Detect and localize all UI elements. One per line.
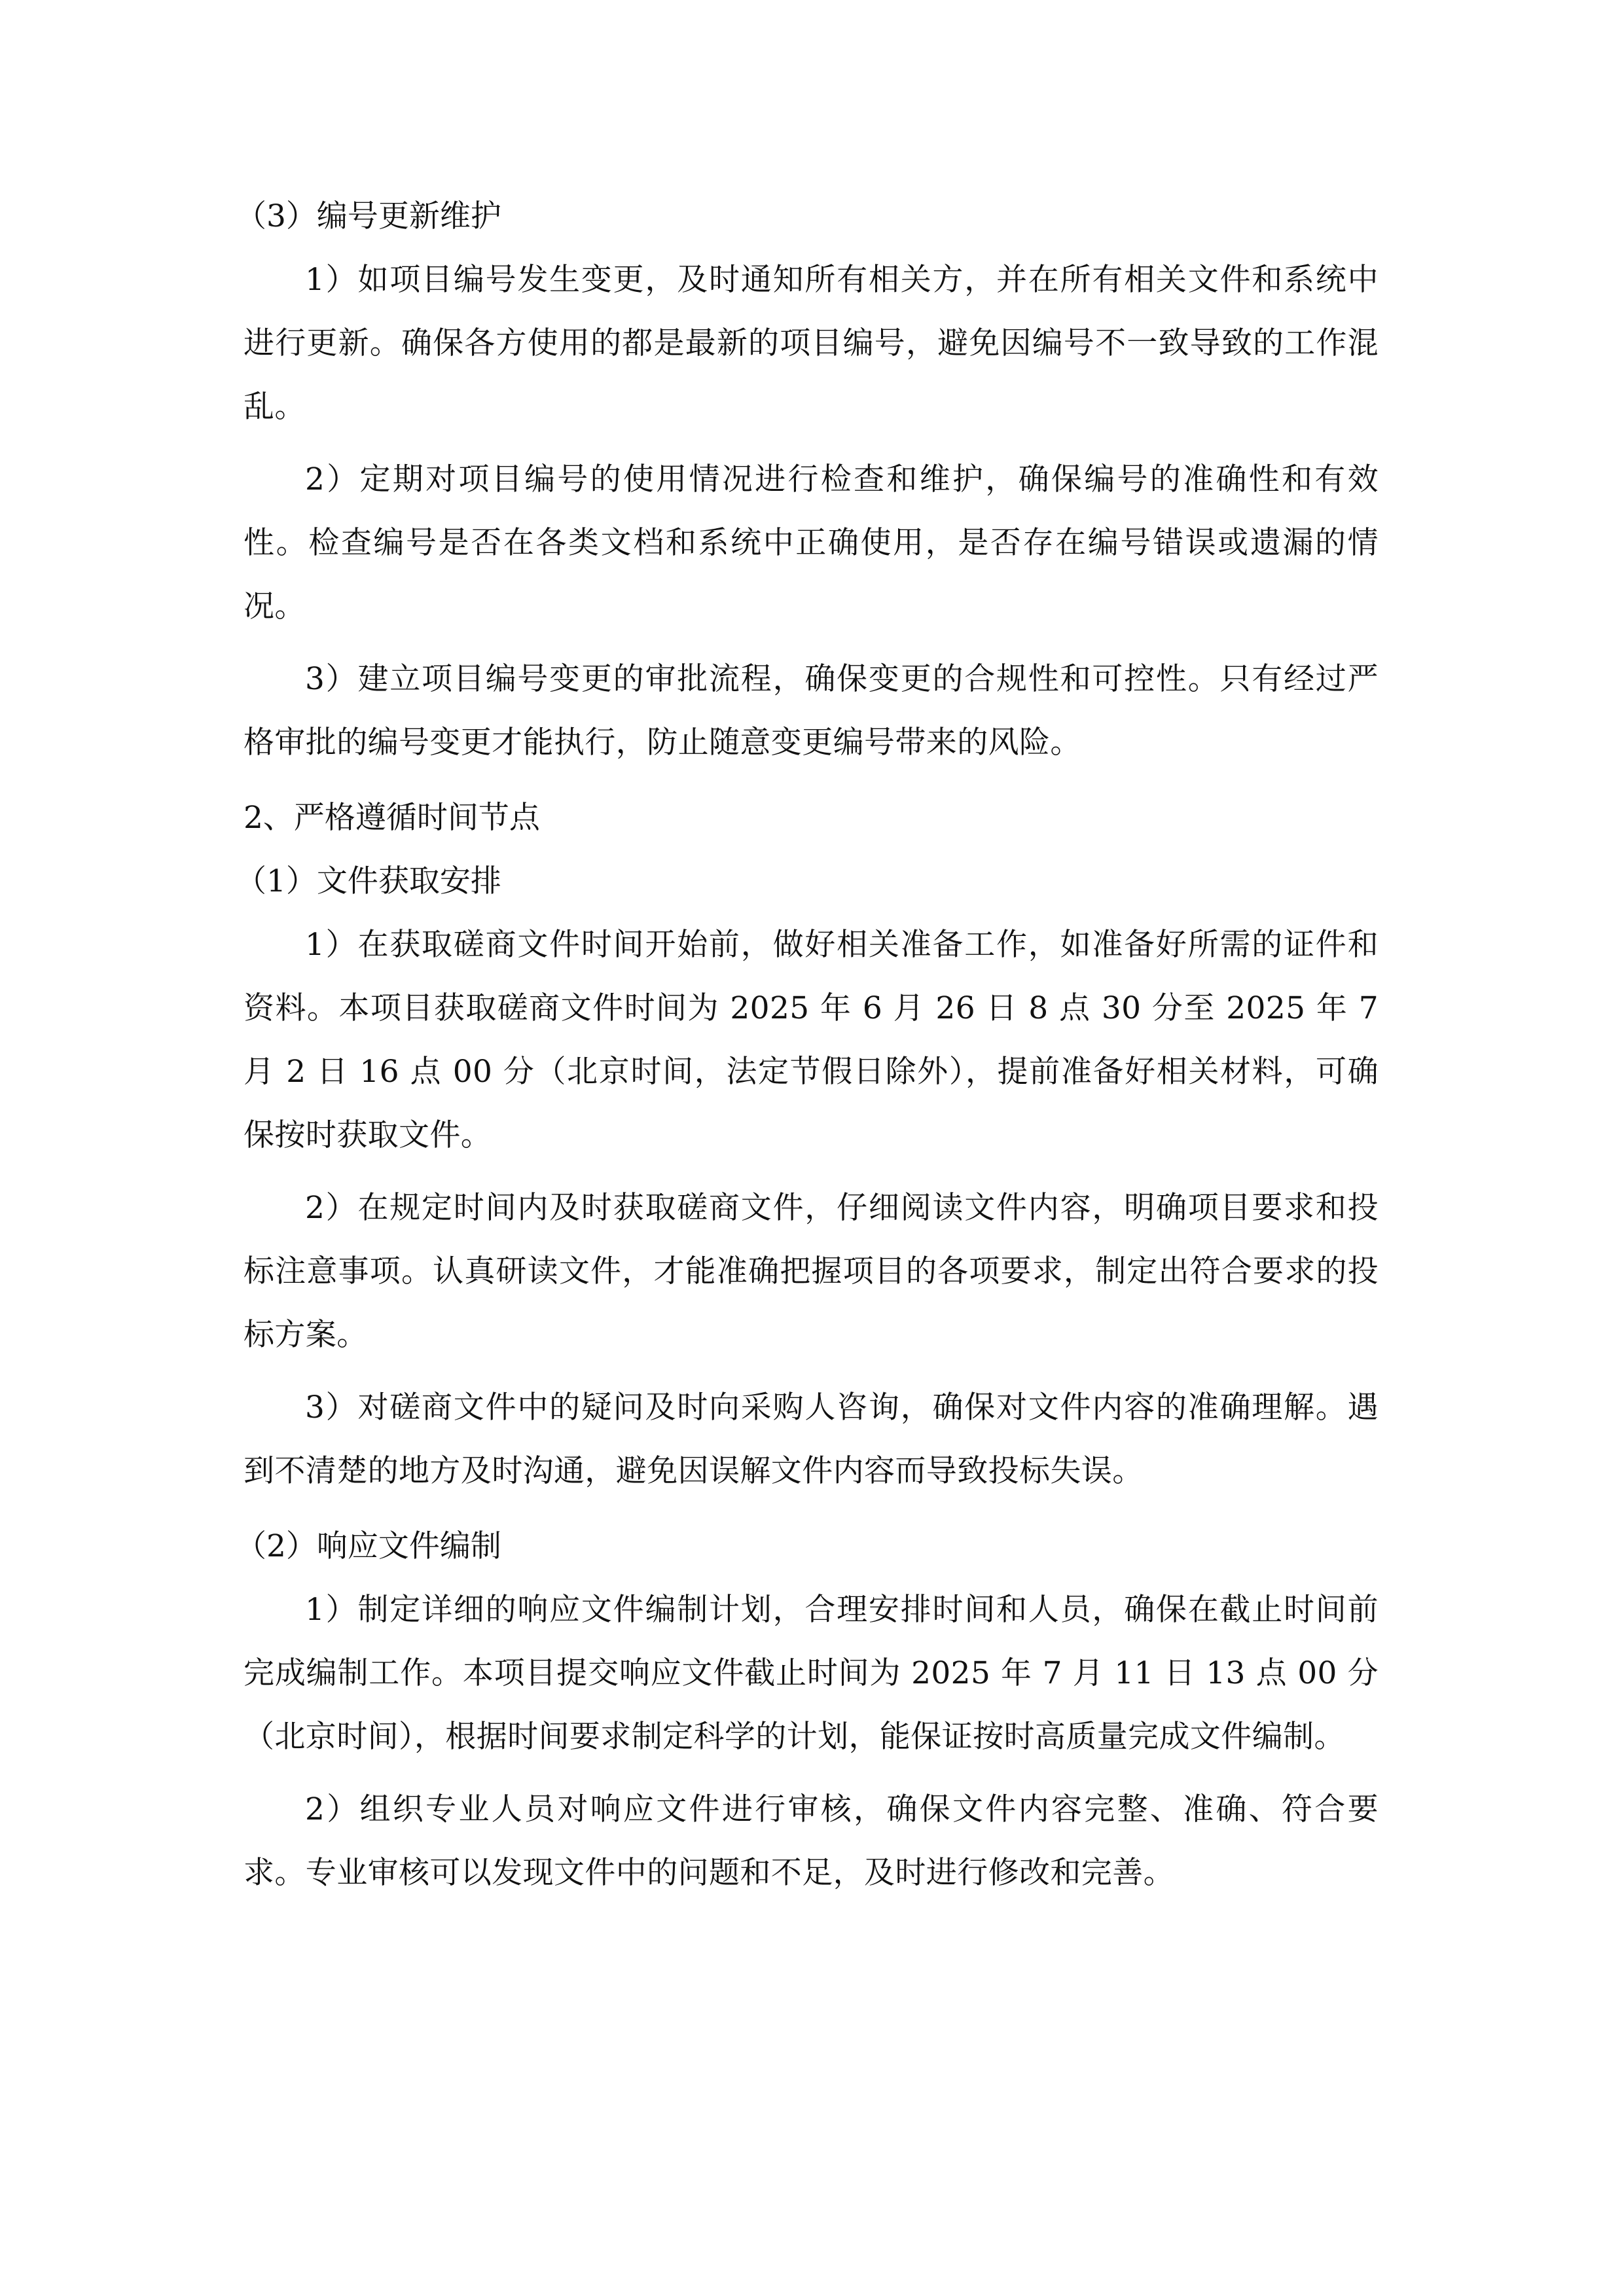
paragraph: 1）制定详细的响应文件编制计划，合理安排时间和人员，确保在截止时间前完成编制工作。本项目提交响应文件截止时间为 2025 年 7 月 11 日 13 点 00 分（北京时间），根据时间要求制定科学的计划，能保证按时高质量完成文件编制。 <box>244 1592 1379 1755</box>
section-heading-number-maintenance: （3）编号更新维护 <box>236 198 501 234</box>
paragraph: 2）组织专业人员对响应文件进行审核，确保文件内容完整、准确、符合要求。专业审核可以发现文件中的问题和不足，及时进行修改和完善。 <box>244 1791 1379 1891</box>
paragraph: 3）建立项目编号变更的审批流程，确保变更的合规性和可控性。只有经过严格审批的编号变更才能执行，防止随意变更编号带来的风险。 <box>244 661 1379 761</box>
paragraph: 1）如项目编号发生变更，及时通知所有相关方，并在所有相关文件和系统中进行更新。确保各方使用的都是最新的项目编号，避免因编号不一致导致的工作混乱。 <box>244 262 1379 425</box>
paragraph: 3）对磋商文件中的疑问及时向采购人咨询，确保对文件内容的准确理解。遇到不清楚的地方及时沟通，避免因误解文件内容而导致投标失误。 <box>244 1390 1379 1489</box>
chapter-heading-time-nodes: 2、严格遵循时间节点 <box>244 800 540 836</box>
section-heading-response-preparation: （2）响应文件编制 <box>236 1528 501 1564</box>
document-page <box>236 185 1379 1914</box>
paragraph: 2）在规定时间内及时获取磋商文件，仔细阅读文件内容，明确项目要求和投标注意事项。认真研读文件，才能准确把握项目的各项要求，制定出符合要求的投标方案。 <box>244 1190 1379 1353</box>
section-heading-file-acquisition: （1）文件获取安排 <box>236 863 501 899</box>
paragraph: 1）在获取磋商文件时间开始前，做好相关准备工作，如准备好所需的证件和资料。本项目获取磋商文件时间为 2025 年 6 月 26 日 8 点 30 分至 2025 年 7 月 2 日 16 点 00 分（北京时间，法定节假日除外），提前准备好相关材料，可确保按时获取文件。 <box>244 927 1379 1153</box>
paragraph: 2）定期对项目编号的使用情况进行检查和维护，确保编号的准确性和有效性。检查编号是否在各类文档和系统中正确使用，是否存在编号错误或遗漏的情况。 <box>244 461 1379 624</box>
